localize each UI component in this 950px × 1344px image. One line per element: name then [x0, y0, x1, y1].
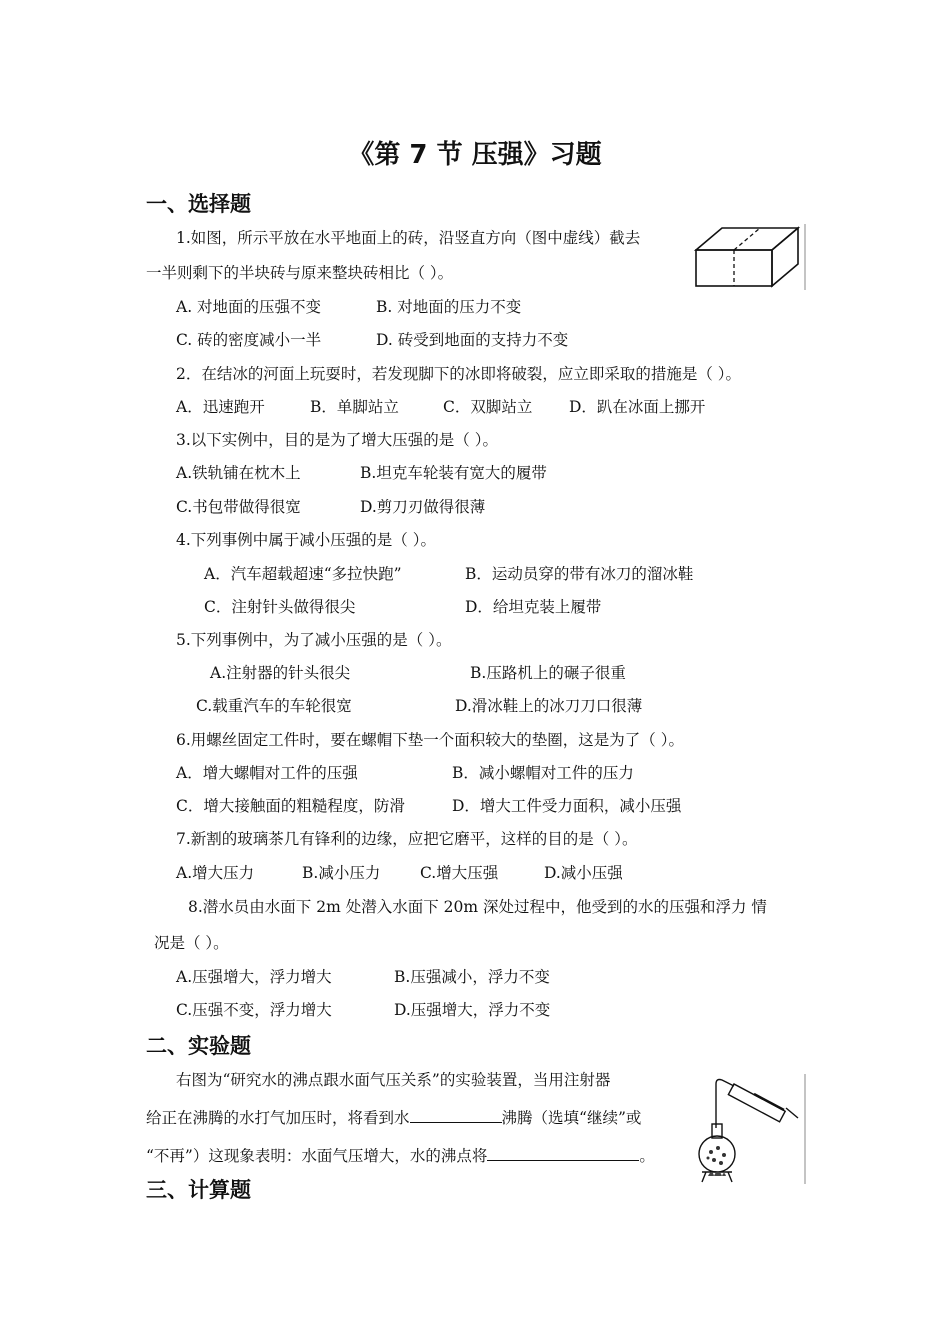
q7-option-d: D.减小压强 [544, 864, 623, 882]
q7-option-a: A.增大压力 [176, 864, 255, 882]
q1-stem-line1: 1.如图，所示平放在水平地面上的砖，沿竖直方向（图中虚线）截去 [176, 229, 641, 247]
q3-stem: 3.以下实例中，目的是为了增大压强的是（ ）。 [176, 431, 498, 449]
q6-option-d: D．增大工件受力面积，减小压强 [452, 797, 682, 815]
q8-option-d: D.压强增大，浮力不变 [394, 1001, 551, 1019]
answer-blank-2[interactable] [487, 1144, 639, 1161]
q4-option-c: C．注射针头做得很尖 [204, 598, 356, 616]
q1-option-c: C. 砖的密度减小一半 [176, 331, 322, 349]
q1-option-a: A. 对地面的压强不变 [176, 298, 322, 316]
q6-option-b: B．减小螺帽对工件的压力 [452, 764, 634, 782]
q1-option-b: B. 对地面的压力不变 [376, 298, 522, 316]
q8-option-b: B.压强减小，浮力不变 [394, 968, 550, 986]
q4-option-b: B．运动员穿的带有冰刀的溜冰鞋 [465, 565, 694, 583]
page-title: 《第 7 节 压强》习题 [348, 140, 602, 170]
q2-stem: 2．在结冰的河面上玩耍时，若发现脚下的冰即将破裂，应立即采取的措施是（ ）。 [176, 365, 742, 383]
brick-figure [692, 222, 808, 292]
q3-option-c: C.书包带做得很宽 [176, 498, 301, 516]
flask-syringe-figure [694, 1072, 808, 1186]
q3-option-d: D.剪刀刃做得很薄 [360, 498, 486, 516]
q3-option-b: B.坦克车轮装有宽大的履带 [360, 464, 547, 482]
q4-option-a: A．汽车超载超速“多拉快跑” [204, 565, 402, 583]
q7-option-b: B.减小压力 [302, 864, 381, 882]
q2-option-c: C．双脚站立 [443, 398, 533, 416]
q8-option-c: C.压强不变，浮力增大 [176, 1001, 332, 1019]
exp-line2-end: 沸腾（选填“继续”或 [501, 1109, 642, 1127]
exp-line2-start: 给正在沸腾的水打气加压时，将看到水 [146, 1109, 410, 1127]
q5-option-d: D.滑冰鞋上的冰刀刀口很薄 [455, 697, 643, 715]
section-heading-choice: 一、选择题 [146, 192, 251, 216]
q2-option-d: D．趴在冰面上挪开 [569, 398, 706, 416]
section-heading-calculation: 三、计算题 [146, 1178, 251, 1202]
q1-option-d: D. 砖受到地面的支持力不变 [376, 331, 569, 349]
q8-option-a: A.压强增大，浮力增大 [176, 968, 332, 986]
exp-line3-end: 。 [639, 1147, 655, 1165]
q3-option-a: A.铁轨铺在枕木上 [176, 464, 301, 482]
q6-option-c: C．增大接触面的粗糙程度，防滑 [176, 797, 405, 815]
q5-option-c: C.载重汽车的车轮很宽 [196, 697, 352, 715]
q2-option-a: A．迅速跑开 [176, 398, 265, 416]
exp-line3 [146, 1144, 655, 1166]
exp-line1: 右图为“研究水的沸点跟水面气压关系”的实验装置，当用注射器 [176, 1071, 611, 1089]
q8-stem-line1: 8.潜水员由水面下 2m 处潜入水面下 20m 深处过程中，他受到的水的压强和浮力 情 [188, 898, 767, 916]
q4-stem: 4.下列事例中属于减小压强的是（ ）。 [176, 531, 436, 549]
q5-option-b: B.压路机上的碾子很重 [470, 664, 626, 682]
q4-option-d: D．给坦克装上履带 [465, 598, 602, 616]
q8-stem-line2: 况是（ ）。 [154, 934, 229, 952]
section-heading-experiment: 二、实验题 [146, 1034, 251, 1058]
q7-stem: 7.新割的玻璃茶几有锋利的边缘，应把它磨平，这样的目的是（ ）。 [176, 830, 638, 848]
q1-stem-line2: 一半则剩下的半块砖与原来整块砖相比（ ）。 [146, 264, 454, 282]
q5-option-a: A.注射器的针头很尖 [210, 664, 351, 682]
q6-option-a: A．增大螺帽对工件的压强 [176, 764, 358, 782]
exp-line2 [146, 1106, 641, 1128]
q5-stem: 5.下列事例中，为了减小压强的是（ ）。 [176, 631, 452, 649]
q6-stem: 6.用螺丝固定工件时，要在螺帽下垫一个面积较大的垫圈，这是为了（ ）。 [176, 731, 684, 749]
q7-option-c: C.增大压强 [420, 864, 499, 882]
exp-line3-start: “不再”）这现象表明：水面气压增大，水的沸点将 [146, 1147, 488, 1165]
q2-option-b: B．单脚站立 [310, 398, 399, 416]
answer-blank-1[interactable] [410, 1106, 502, 1123]
